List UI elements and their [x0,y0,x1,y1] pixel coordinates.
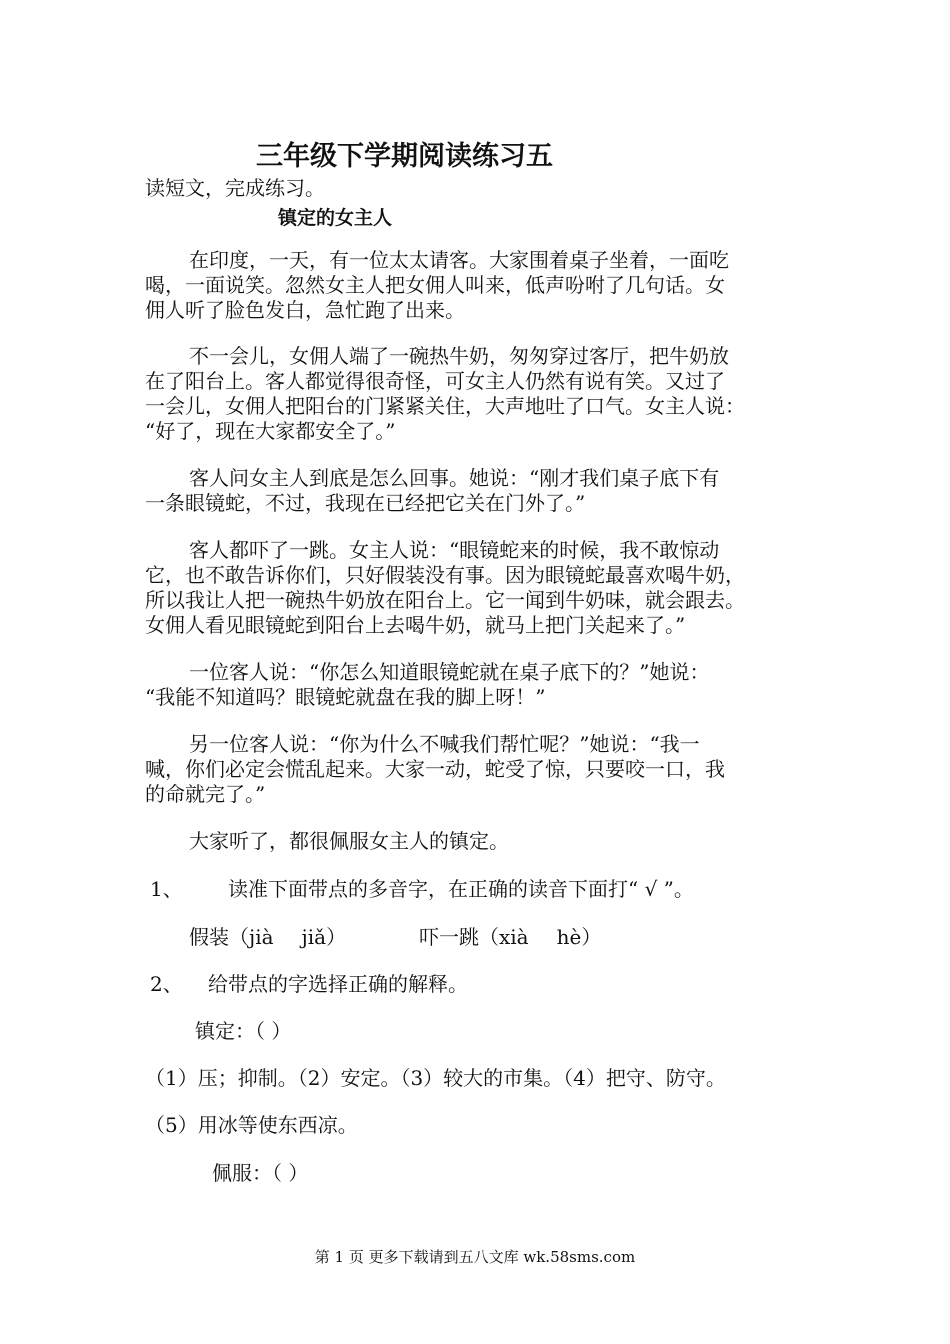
paren-close: ） [326,925,347,949]
story-line: 在印度，一天，有一位太太请客。大家围着桌子坐着，一面吃 [189,248,729,272]
story-line: 客人问女主人到底是怎么回事。她说：“刚才我们桌子底下有 [189,466,720,490]
question-number: 2、 [150,972,183,996]
story-line: 它，也不敢告诉你们，只好假装没有事。因为眼镜蛇最喜欢喝牛奶， [145,563,745,587]
story-title: 镇定的女主人 [278,207,393,229]
document-title: 三年级下学期阅读练习五 [256,141,553,172]
instruction: 读短文，完成练习。 [145,176,325,200]
pinyin-option[interactable]: xià [499,925,529,949]
answer-blank[interactable]: 佩服：（ ） [212,1161,309,1185]
definition-options: （1）压；抑制。（2）安定。（3）较大的市集。（4）把守、防守。 [145,1066,726,1090]
story-line: 不一会儿，女佣人端了一碗热牛奶，匆匆穿过客厅，把牛奶放 [189,344,729,368]
story-line: 客人都吓了一跳。女主人说：“眼镜蛇来的时候，我不敢惊动 [189,538,720,562]
paren-close: ） [581,925,602,949]
story-line: 女佣人看见眼镜蛇到阳台上去喝牛奶，就马上把门关起来了。” [145,613,686,637]
paren-open: （ [479,925,499,949]
paren-open: （ [229,925,249,949]
story-line: 一位客人说：“你怎么知道眼镜蛇就在桌子底下的？”她说： [189,660,710,684]
pinyin-item [419,925,601,949]
story-line: 佣人听了脸色发白，急忙跑了出来。 [145,298,465,322]
question-number: 1、 [150,877,183,901]
story-line: “我能不知道吗？眼镜蛇就盘在我的脚上呀！” [145,685,546,709]
question-text: 读准下面带点的多音字，在正确的读音下面打“ √ ”。 [228,877,694,901]
story-line: 大家听了，都很佩服女主人的镇定。 [189,829,509,853]
story-line: 的命就完了。” [145,782,266,806]
answer-blank[interactable]: 镇定：（ ） [195,1019,292,1043]
story-line: 另一位客人说：“你为什么不喊我们帮忙呢？”她说：“我一 [189,732,700,756]
pinyin-option[interactable]: jià [249,925,274,949]
story-line: 一条眼镜蛇，不过，我现在已经把它关在门外了。” [145,491,586,515]
pinyin-option[interactable]: jiǎ [301,925,327,949]
story-line: 一会儿，女佣人把阳台的门紧紧关住，大声地吐了口气。女主人说： [145,394,745,418]
definition-options: （5）用冰等使东西凉。 [145,1113,358,1137]
pinyin-word: 假装 [189,925,229,949]
question-text: 给带点的字选择正确的解释。 [208,972,468,996]
story-line: 喝，一面说笑。忽然女主人把女佣人叫来，低声吩咐了几句话。女 [145,273,725,297]
pinyin-option[interactable]: hè [556,925,582,949]
story-line: 在了阳台上。客人都觉得很奇怪，可女主人仍然有说有笑。又过了 [145,369,725,393]
story-line: “好了，现在大家都安全了。” [145,419,396,443]
story-line: 喊，你们必定会慌乱起来。大家一动，蛇受了惊，只要咬一口，我 [145,757,725,781]
page-footer: 第 1 页 更多下载请到五八文库 wk.58sms.com [314,1248,636,1266]
pinyin-item [189,925,346,949]
pinyin-word: 吓一跳 [419,925,479,949]
story-line: 所以我让人把一碗热牛奶放在阳台上。它一闻到牛奶味，就会跟去。 [145,588,745,612]
